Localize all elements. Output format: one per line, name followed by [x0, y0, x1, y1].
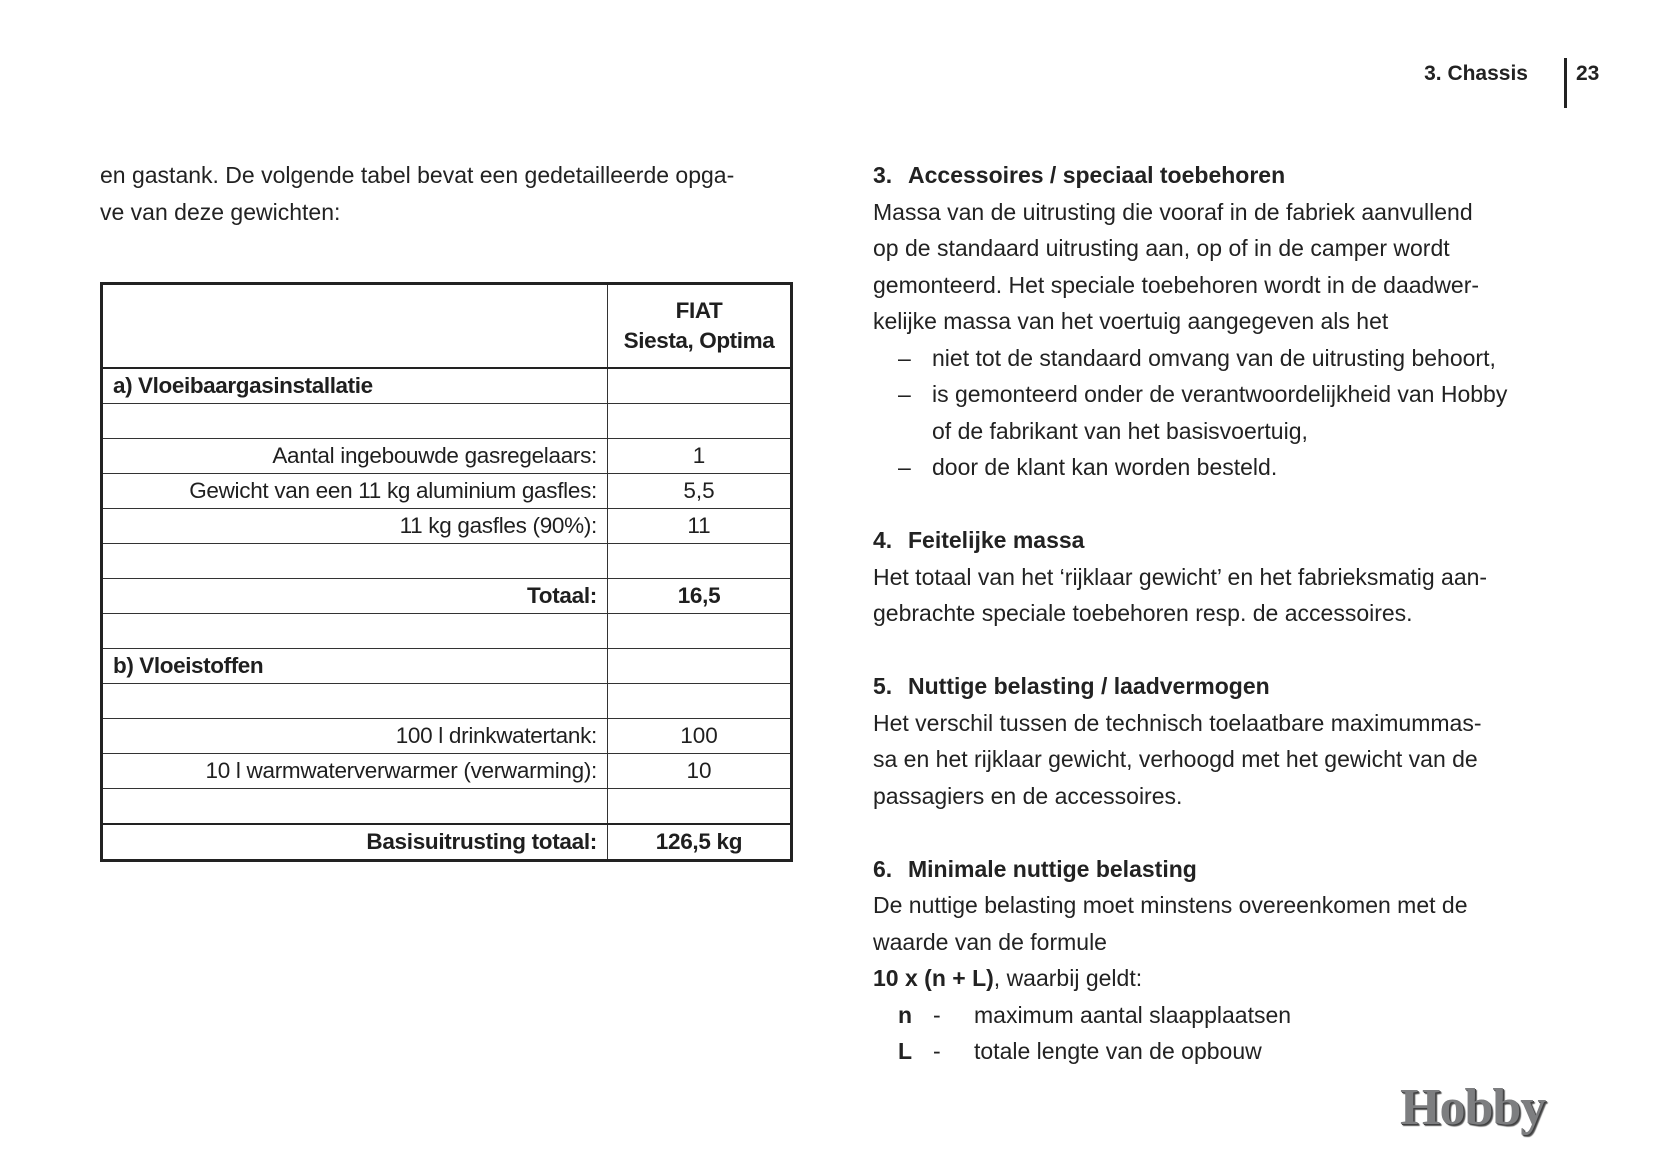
table-row — [102, 474, 792, 509]
row-label — [102, 789, 608, 825]
section-number: 5. — [873, 673, 893, 699]
body-line: passagiers en de accessoires. — [873, 782, 1183, 809]
header-empty-cell — [102, 284, 608, 369]
section-number: 4. — [873, 527, 893, 553]
table-row-empty — [102, 614, 792, 649]
section-title: Feitelijke massa — [908, 527, 1085, 553]
table-row-section-b — [102, 649, 792, 684]
body-line: Het totaal van het ‘rijklaar gewicht’ en het fabrieksmatig aan- — [873, 563, 1488, 590]
table-row — [102, 754, 792, 789]
row-label: Aantal ingebouwde gasregelaars: — [102, 439, 608, 474]
section-number: 6. — [873, 855, 893, 882]
column-header-fiat — [608, 284, 792, 369]
section-title: Nuttige belasting / laadvermogen — [908, 673, 1270, 699]
body-line: De nuttige belasting moet minstens overeenkomen met de — [873, 892, 1468, 918]
row-value — [608, 404, 792, 439]
table-row — [102, 439, 792, 474]
body-line: op de standaard uitrusting aan, op of in de camper wordt — [873, 235, 1450, 261]
row-label: 11 kg gasfles (90%): — [102, 509, 608, 544]
body-line: kelijke massa van het voertuig aangegeven als het — [873, 308, 1389, 334]
row-value: 11 — [608, 509, 792, 544]
formula: 10 x (n + L) — [873, 965, 994, 991]
table-row-empty — [102, 789, 792, 825]
row-label: Basisuitrusting totaal: — [102, 824, 608, 861]
list-item — [873, 449, 1573, 486]
row-label — [102, 614, 608, 649]
table-row-empty — [102, 544, 792, 579]
intro-line: ve van deze gewichten: — [100, 198, 341, 225]
list-item-text: of de fabrikant van het basisvoertuig, — [932, 417, 1308, 444]
dash-bullet-icon: – — [898, 381, 911, 407]
row-label: 100 l drinkwatertank: — [102, 719, 608, 754]
header-divider — [1564, 58, 1567, 108]
section-heading — [873, 851, 1573, 888]
table-row — [102, 719, 792, 754]
body-line: Het verschil tussen de technisch toelaatbare maximummas- — [873, 709, 1482, 736]
running-header — [1380, 58, 1620, 108]
section-nuttige-belasting — [873, 668, 1573, 814]
row-value: 100 — [608, 719, 792, 754]
hobby-logo: Hobby — [1400, 1079, 1546, 1136]
row-value: 5,5 — [608, 474, 792, 509]
formula-suffix: , waarbij geldt: — [993, 965, 1143, 991]
table-row-section-a — [102, 368, 792, 404]
formula-line — [873, 960, 1573, 997]
weights-table — [100, 282, 793, 862]
section-minimale-nuttige-belasting — [873, 851, 1573, 1070]
list-item-text: is gemonteerd onder de verantwoordelijkheid van Hobby — [932, 381, 1508, 407]
table-header-row — [102, 284, 792, 369]
body-line: waarde van de formule — [873, 928, 1107, 955]
definition-item — [873, 1033, 1573, 1070]
right-column — [873, 157, 1573, 1070]
row-value — [608, 614, 792, 649]
row-label — [102, 404, 608, 439]
row-label: Gewicht van een 11 kg aluminium gasfles: — [102, 474, 608, 509]
spacer — [873, 486, 1573, 523]
chapter-title: 3. Chassis — [1424, 62, 1528, 85]
body-line: gemonteerd. Het speciale toebehoren wordt in de daadwer- — [873, 271, 1480, 298]
definition-text: maximum aantal slaapplaatsen — [974, 1001, 1292, 1028]
column-header-line1: FIAT — [675, 298, 723, 323]
row-value — [608, 684, 792, 719]
row-value — [608, 368, 792, 404]
row-label — [102, 684, 608, 719]
row-value: 1 — [608, 439, 792, 474]
list-item — [873, 376, 1573, 449]
definition-symbol: n — [898, 1001, 913, 1028]
intro-paragraph — [100, 157, 800, 230]
body-line: Massa van de uitrusting die vooraf in de fabriek aanvullend — [873, 198, 1473, 225]
dash-bullet-icon: – — [898, 454, 911, 480]
row-label: Totaal: — [102, 579, 608, 614]
section-accessoires — [873, 157, 1573, 486]
section-title: Accessoires / speciaal toebehoren — [908, 162, 1286, 188]
spacer — [873, 814, 1573, 851]
intro-line: en gastank. De volgende tabel bevat een gedetailleerde opga- — [100, 162, 735, 188]
list-item — [873, 340, 1573, 377]
section-feitelijke-massa — [873, 522, 1573, 632]
section-number: 3. — [873, 162, 893, 188]
row-value — [608, 544, 792, 579]
row-value — [608, 649, 792, 684]
row-label: b) Vloeistoffen — [102, 649, 608, 684]
definition-text: totale lengte van de opbouw — [974, 1038, 1262, 1064]
dash-bullet-icon: – — [898, 344, 911, 371]
definition-symbol: L — [898, 1038, 913, 1064]
list-item-text: niet tot de standaard omvang van de uitrusting behoort, — [932, 344, 1496, 371]
definition-dash: - — [933, 1001, 941, 1028]
spacer — [873, 632, 1573, 669]
table-row-grand-total — [102, 824, 792, 861]
row-label: 10 l warmwaterverwarmer (verwarming): — [102, 754, 608, 789]
row-value: 126,5 kg — [608, 824, 792, 861]
row-label: a) Vloeibaargasinstallatie — [102, 368, 608, 404]
page-number: 23 — [1576, 62, 1600, 85]
list-item-text: door de klant kan worden besteld. — [932, 454, 1278, 480]
section-heading — [873, 157, 1573, 194]
definition-item — [873, 997, 1573, 1034]
table-row-subtotal — [102, 579, 792, 614]
section-title: Minimale nuttige belasting — [908, 855, 1197, 882]
row-label — [102, 544, 608, 579]
row-value — [608, 789, 792, 825]
table-row-empty — [102, 684, 792, 719]
table-row-empty — [102, 404, 792, 439]
row-value: 10 — [608, 754, 792, 789]
body-line: gebrachte speciale toebehoren resp. de accessoires. — [873, 600, 1413, 626]
condition-list — [873, 340, 1573, 486]
body-line: sa en het rijklaar gewicht, verhoogd met het gewicht van de — [873, 746, 1478, 772]
row-value: 16,5 — [608, 579, 792, 614]
table-row — [102, 509, 792, 544]
definition-dash: - — [933, 1038, 941, 1064]
definition-list — [873, 997, 1573, 1070]
section-heading — [873, 522, 1573, 559]
section-heading — [873, 668, 1573, 705]
column-header-line2: Siesta, Optima — [623, 328, 775, 353]
